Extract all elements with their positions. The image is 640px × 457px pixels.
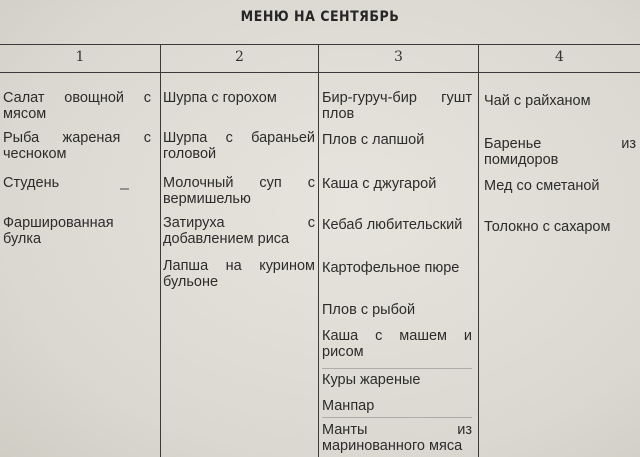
column-number-4: 4 <box>555 49 564 65</box>
print-rule <box>322 368 472 369</box>
menu-item: Шурпа с бараньей головой <box>163 130 315 162</box>
menu-item: Фаршированная булка <box>3 215 114 247</box>
table-top-rule <box>0 44 640 45</box>
menu-item: Лапша на курином бульоне <box>163 258 315 290</box>
menu-item: Студень <box>3 175 60 191</box>
menu-item: Толокно с сахаром <box>484 219 611 235</box>
menu-item: Каша с джугарой <box>322 176 437 192</box>
menu-item: Баренье из помидоров <box>484 136 636 168</box>
menu-item: Рыба жареная с чесноком <box>3 130 151 162</box>
column-number-3: 3 <box>394 49 403 65</box>
column-number-1: 1 <box>75 49 85 65</box>
menu-item: Каша с машем и рисом <box>322 328 472 360</box>
menu-item: Кебаб любительский <box>322 217 463 233</box>
print-rule <box>322 417 472 418</box>
table-header-rule <box>0 72 640 73</box>
menu-item: Затируха с добавлением риса <box>163 215 315 247</box>
menu-item: Плов с рыбой <box>322 302 416 318</box>
column-divider-2 <box>318 44 319 457</box>
menu-item: Чай с райханом <box>484 93 591 109</box>
menu-item: Салат овощной с мясом <box>3 90 151 122</box>
column-divider-1 <box>160 44 161 457</box>
print-mark <box>120 188 129 190</box>
menu-item: Шурпа с горохом <box>163 90 277 106</box>
menu-item: Манпар <box>322 398 375 414</box>
menu-item: Картофельное пюре <box>322 260 460 276</box>
menu-item: Бир-гуруч-бир гушт плов <box>322 90 472 122</box>
menu-title: МЕНЮ НА СЕНТЯБРЬ <box>240 9 400 25</box>
menu-item: Плов с лапшой <box>322 132 425 148</box>
menu-item: Куры жареные <box>322 372 421 388</box>
column-number-2: 2 <box>235 49 244 65</box>
menu-item: Манты из маринованного мяса <box>322 422 472 454</box>
menu-item: Мед со сметаной <box>484 178 600 194</box>
menu-item: Молочный суп с вермишелью <box>163 175 315 207</box>
column-divider-3 <box>478 44 479 457</box>
